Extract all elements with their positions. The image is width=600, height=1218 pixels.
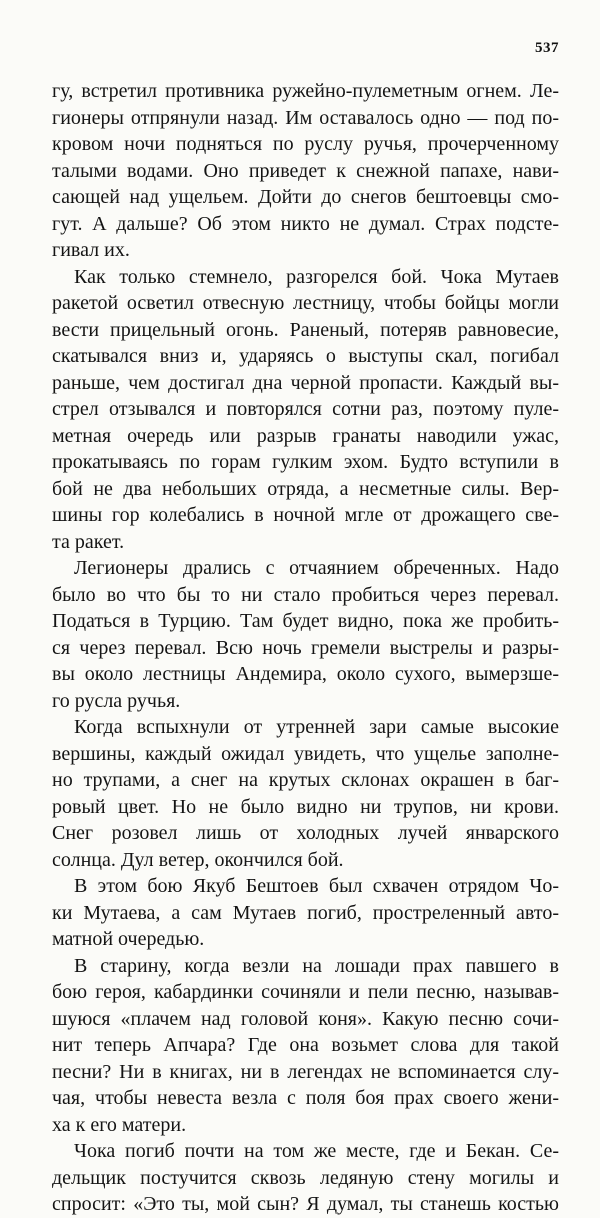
text-line: нит теперь Апчара? Где она возьмет слова для такой: [52, 1034, 559, 1056]
text-line: ракетой осветил отвесную лестницу, чтобы бойцы могли: [52, 292, 559, 314]
text-line: спросит: «Это ты, мой сын? Я думал, ты станешь костью: [52, 1193, 559, 1215]
text-line: го русла ручья.: [52, 689, 181, 712]
text-line: Легионеры дрались с отчаянием обреченных. Надо: [74, 557, 559, 579]
text-line: та ракет.: [52, 530, 125, 553]
text-line: ровый цвет. Но не было видно ни трупов, ни крови.: [52, 795, 559, 818]
text-line: В старину, когда везли на лошади прах павшего в: [74, 954, 559, 977]
text-line: талыми водами. Оно приведет к снежной папахе, нави-: [52, 159, 559, 182]
text-line: стрел отзывался и повторялся сотни раз, поэтому пуле-: [52, 398, 559, 420]
book-page: [52, 28, 559, 1215]
text-line: но трупами, а снег на крутых склонах окрашен в баг-: [52, 769, 559, 791]
text-line: Чока погиб почти на том же месте, где и Бекан. Се-: [74, 1140, 559, 1162]
text-line: гионеры отпрянули назад. Им оставалось одно — под по-: [52, 106, 559, 129]
text-line: шины гор колебались в ночной мгле от дрожащего све-: [52, 504, 559, 526]
text-line: песни? Ни в книгах, ни в легендах не вспоминается слу-: [52, 1060, 559, 1083]
text-line: сающей над ущельем. Дойти до снегов бештоевцы смо-: [52, 186, 559, 208]
text-line: скатывался вниз и, ударяясь о выступы скал, погибал: [52, 345, 559, 367]
text-line: вести прицельный огонь. Раненый, потеряв равновесие,: [52, 318, 559, 341]
text-line: ся через перевал. Всю ночь гремели выстрелы и разры-: [52, 636, 559, 659]
text-line: бою героя, кабардинки сочиняли и пели песню, называв-: [52, 981, 559, 1003]
text-line: гивал их.: [52, 239, 130, 261]
text-line: солнца. Дул ветер, окончился бой.: [52, 848, 344, 871]
text-line: чая, чтобы невеста везла с поля боя прах своего жени-: [52, 1087, 559, 1109]
text-line: прокатываясь по горам гулким эхом. Будто вступили в: [52, 451, 559, 473]
text-line: вы около лестницы Андемира, около сухого, вымерзше-: [52, 663, 559, 685]
text-line: ха к его матери.: [52, 1113, 187, 1136]
text-line: матной очередью.: [52, 928, 205, 950]
page-number: 537: [535, 40, 559, 56]
text-line: вершины, каждый ожидал увидеть, что ущелье заполне-: [52, 742, 559, 765]
text-line: гу, встретил противника ружейно-пулеметным огнем. Ле-: [52, 80, 559, 102]
text-line: Податься в Турцию. Там будет видно, пока же пробить-: [52, 610, 559, 632]
text-line: Как только стемнело, разгорелся бой. Чока Мутаев: [74, 265, 559, 288]
text-line: было во что бы то ни стало пробиться через перевал.: [52, 583, 559, 606]
text-line: ки Мутаева, а сам Мутаев погиб, простреленный авто-: [52, 901, 559, 924]
text-line: метная очередь или разрыв гранаты наводили ужас,: [52, 424, 559, 447]
text-line: шуюся «плачем над головой коня». Какую песню сочи-: [52, 1007, 559, 1030]
text-line: В этом бою Якуб Бештоев был схвачен отрядом Чо-: [74, 875, 559, 897]
text-line: Снег розовел лишь от холодных лучей январского: [52, 822, 559, 844]
text-line: дельщик постучится сквозь ледяную стену могилы и: [52, 1166, 559, 1189]
text-line: кровом ночи подняться по руслу ручья, прочерченному: [52, 133, 559, 155]
text-line: бой не два небольших отряда, а несметные силы. Вер-: [52, 477, 559, 500]
text-line: раньше, чем достигал дна черной пропасти. Каждый вы-: [52, 371, 559, 394]
text-line: гут. А дальше? Об этом никто не думал. Страх подсте-: [52, 212, 559, 235]
text-line: Когда вспыхнули от утренней зари самые высокие: [74, 716, 559, 738]
body-text: [52, 78, 559, 1218]
